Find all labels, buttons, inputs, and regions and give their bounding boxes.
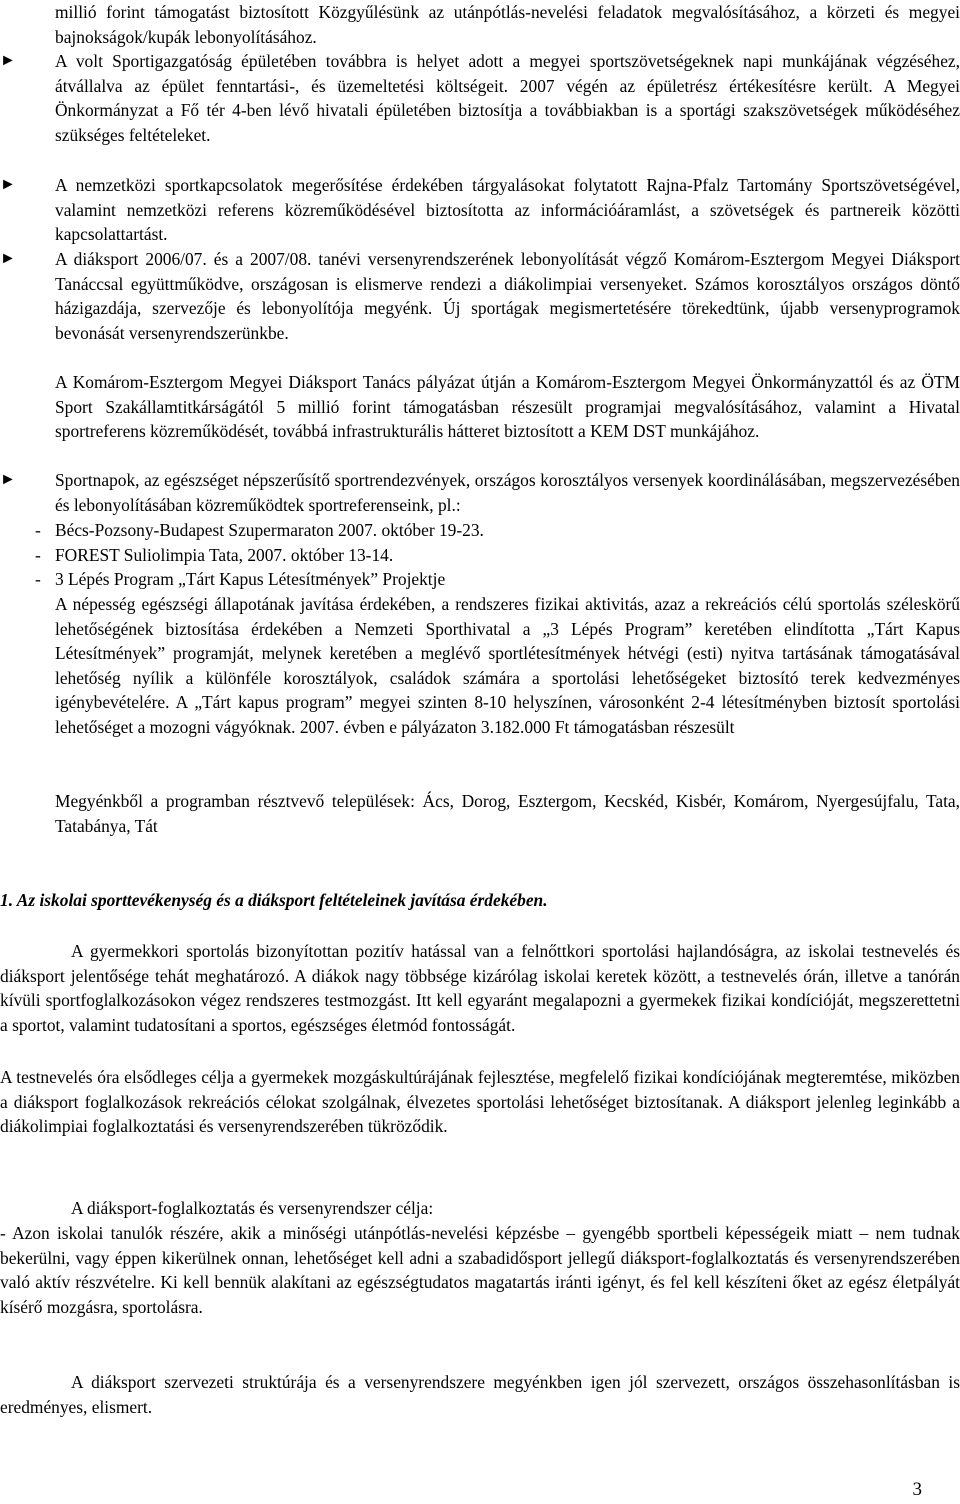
closing-paragraph: A diáksport szervezeti struktúrája és a versenyrendszere megyénkben igen jól szervezett, országos összehasonlításban is eredményes, elismert. [0,1372,960,1417]
tart-kapus-paragraph: A népesség egészségi állapotának javítása érdekében, a rendszeres fizikai aktivitás, azaz a rekreációs célú sportolás széleskörű lehetőségének biztosítása érdekében a Nemzeti Sporthivatal a „3 Lépés Program” keretében elindította „Tárt Kapus Létesítmények” programját, melynek keretében a meglévő sportlétesítmények hétvégi (esti) nyitva tartásának támogatásával lehetőség nyílik a különféle korosztályok, családok számára a sportolási lehetőségeket biztosító terek kedvezményes igénybevételére. A „Tárt kapus program” megyei szinten 8-10 helyszínen, városonként 2-4 létesítményben biztosít sportolási lehetőséget a mozogni vágyóknak. 2007. évben e pályázaton 3.182.000 Ft támogatásban részesült [55,594,960,737]
list-item: - FOREST Suliolimpia Tata, 2007. október 13-14. [0,543,960,568]
dash-marker: - [35,569,41,590]
continuation-paragraph: millió forint támogatást biztosított Közgyűlésünk az utánpótlás-nevelési feladatok megvalósításához, a körzeti és megyei bajnokságok/kupák lebonyolításához. [55,2,960,47]
telepulesek-paragraph: Megyénkből a programban résztvevő települések: Ács, Dorog, Esztergom, Kecskéd, Kisbér, Komárom, Nyergesújfalu, Tata, Tatabánya, Tát [55,791,960,836]
page-number: 3 [912,1479,922,1500]
bullet-item: ► A diáksport 2006/07. és a 2007/08. tanévi versenyrendszerének lebonyolítását végző Komárom-Esztergom Megyei Diáksport Tanáccsal együttműködve, országosan is elismerve rendezi a diákolimpiai versenyeket. Számos korosztályos országos döntő házigazdája, szervezője és lebonyolítója megyénk. Új sportágak megismertetésére törekedtünk, újabb versenyprogramok bevonását versenyrendszerünkbe. [0,249,960,343]
bullet-item: ► A nemzetközi sportkapcsolatok megerősítése érdekében tárgyalásokat folytatott Rajna-Pfalz Tartomány Sportszövetségével, valamint nemzetközi referens közreműködésével biztosította az információáramlást, a szövetségek és partnereik közötti kapcsolattartást. [0,175,960,245]
cel-heading: A diáksport-foglalkoztatás és versenyrendszer célja: [71,1198,434,1218]
bullet-item: ► Sportnapok, az egészséget népszerűsítő sportrendezvények, országos korosztályos versenyek koordinálásában, megszervezésében és lebonyolításában közreműködtek sportreferenseink, pl.: [0,470,960,515]
dash-marker: - [35,520,41,540]
bullet-item: ► A volt Sportigazgatóság épületében továbbra is helyet adott a megyei sportszövetségeknek napi munkájának végzéséhez, átvállalva az épület fenntartási-, és üzemeltetési költségeit. 2007 végén az épületrész értékesítésre került. A Megyei Önkormányzat a Fő tér 4-ben lévő hivatali épületében biztosítja a továbbiakban is a sportági szakszövetségek működéséhez szükséges feltételeket. [0,51,960,145]
list-item: - Bécs-Pozsony-Budapest Szupermaraton 2007. október 19-23. [0,518,960,543]
diaksport-paragraph: A Komárom-Esztergom Megyei Diáksport Tanács pályázat útján a Komárom-Esztergom Megyei Önkormányzattól és az ÖTM Sport Szakállamtitkárságától 5 millió forint támogatásban részesült programjai megvalósításához, valamint a Hivatal sportreferens közreműködését, továbbá infrastrukturális hátteret biztosított a KEM DST munkájához. [55,372,960,442]
cel-paragraph: - Azon iskolai tanulók részére, akik a minőségi utánpótlás-nevelési képzésbe – gyengébb sportbeli képességeik miatt – nem tudnak bekerülni, vagy éppen kikerülnek onnan, lehetőséget kell adni a szabadidősport jellegű diáksport-foglalkoztatás és versenyrendszerében való aktív részvételre. Ki kell bennük alakítani az egészségtudatos magatartás iránti igényt, és fel kell készíteni őket az egész életpályát kísérő mozgásra, sportolásra. [0,1223,960,1317]
list-item: - 3 Lépés Program „Tárt Kapus Létesítmények” Projektje [0,567,960,592]
section-heading: 1. Az iskolai sporttevékenység és a diáksport feltételeinek javítása érdekében. [0,890,548,910]
arrow-right-icon: ► [0,52,16,69]
section-paragraph: A gyermekkori sportolás bizonyítottan pozitív hatással van a felnőttkori sportolási hajlandóságra, az iskolai testnevelés és diáksport jelentősége tehát meghatározó. A diákok nagy többsége kizárólag iskolai keretek között, a testnevelés órán, illetve a tanórán kívüli sportfoglalkozásokon végez rendszeres testmozgást. Itt kell egyaránt megalapozni a gyermekek fizikai kondícióját, megszerettetni a sportot, valamint tudatosítani a sportos, egészséges életmód fontosságát. [0,941,960,1035]
dash-list [0,518,960,592]
arrow-right-icon: ► [0,250,16,267]
dash-marker: - [35,544,41,565]
arrow-right-icon: ► [0,471,16,488]
section-paragraph: A testnevelés óra elsődleges célja a gyermekek mozgáskultúrájának fejlesztése, megfelelő fizikai kondíciójának megteremtése, miközben a diáksport foglalkozások rekreációs célokat szolgálnak, élvezetes sportolási lehetőséget biztosítanak. A diáksport jelenleg leginkább a diákolimpiai foglalkoztatási és versenyrendszerében tükröződik. [0,1067,960,1137]
arrow-right-icon: ► [0,176,16,193]
